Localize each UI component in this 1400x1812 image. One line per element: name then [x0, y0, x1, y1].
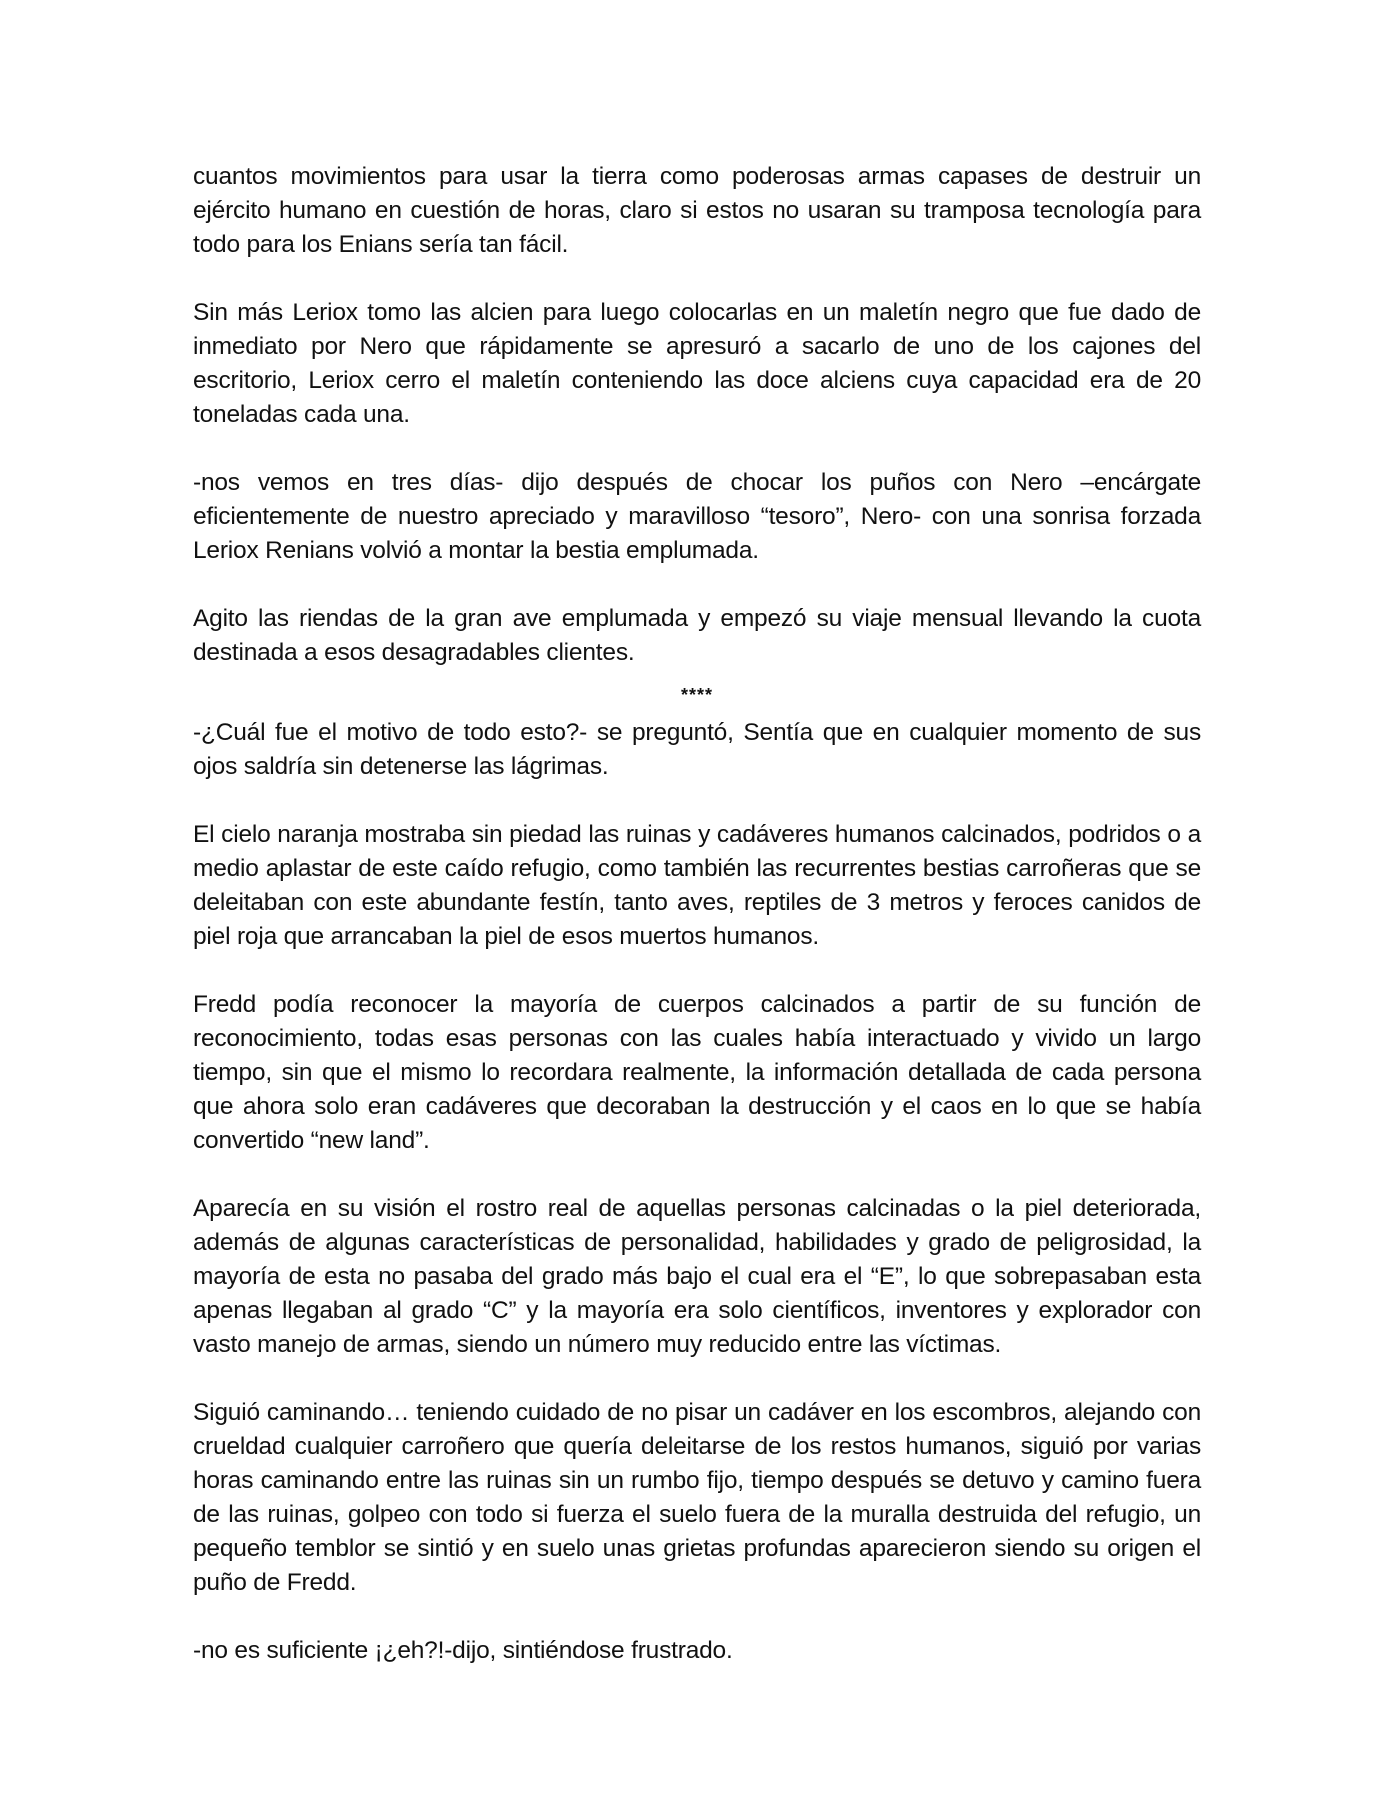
- paragraph-3: -nos vemos en tres días- dijo después de chocar los puños con Nero –encárgate eficientemente de nuestro apreciado y maravilloso “tesoro”, Nero- con una sonrisa forzada Leriox Renians volvió a montar la bestia emplumada.: [193, 469, 1201, 564]
- scene-break: ****: [680, 685, 714, 705]
- paragraph-9: Siguió caminando… teniendo cuidado de no pisar un cadáver en los escombros, alejando con crueldad cualquier carroñero que quería deleitarse de los restos humanos, siguió por varias horas caminando entre las ruinas sin un rumbo fijo, tiempo después se detuvo y camino fuera de las ruinas, golpeo con todo si fuerza el suelo fuera de la muralla destruida del refugio, un pequeño temblor se sintió y en suelo unas grietas profundas aparecieron siendo su origen el puño de Fredd.: [193, 1399, 1201, 1596]
- paragraph-5: -¿Cuál fue el motivo de todo esto?- se preguntó, Sentía que en cualquier momento de sus ojos saldría sin detenerse las lágrimas.: [193, 719, 1201, 780]
- paragraph-7: Fredd podía reconocer la mayoría de cuerpos calcinados a partir de su función de reconocimiento, todas esas personas con las cuales había interactuado y vivido un largo tiempo, sin que el mismo lo recordara realmente, la información detallada de cada persona que ahora solo eran cadáveres que decoraban la destrucción y el caos en lo que se había convertido “new land”.: [193, 991, 1201, 1154]
- paragraph-10: -no es suficiente ¡¿eh?!-dijo, sintiéndose frustrado.: [193, 1637, 733, 1664]
- paragraph-2: Sin más Leriox tomo las alcien para luego colocarlas en un maletín negro que fue dado de inmediato por Nero que rápidamente se apresuró a sacarlo de uno de los cajones del escritorio, Leriox cerro el maletín conteniendo las doce alciens cuya capacidad era de 20 toneladas cada una.: [193, 299, 1201, 428]
- paragraph-6: El cielo naranja mostraba sin piedad las ruinas y cadáveres humanos calcinados, podridos o a medio aplastar de este caído refugio, como también las recurrentes bestias carroñeras que se deleitaban con este abundante festín, tanto aves, reptiles de 3 metros y feroces canidos de piel roja que arrancaban la piel de esos muertos humanos.: [193, 821, 1201, 950]
- text-body: [193, 160, 1201, 1702]
- paragraph-8: Aparecía en su visión el rostro real de aquellas personas calcinadas o la piel deteriorada, además de algunas características de personalidad, habilidades y grado de peligrosidad, la mayoría de esta no pasaba del grado más bajo el cual era el “E”, lo que sobrepasaban esta apenas llegaban al grado “C” y la mayoría era solo científicos, inventores y explorador con vasto manejo de armas, siendo un número muy reducido entre las víctimas.: [193, 1195, 1201, 1358]
- paragraph-1: cuantos movimientos para usar la tierra como poderosas armas capases de destruir un ejército humano en cuestión de horas, claro si estos no usaran su tramposa tecnología para todo para los Enians sería tan fácil.: [193, 163, 1201, 258]
- paragraph-4: Agito las riendas de la gran ave emplumada y empezó su viaje mensual llevando la cuota destinada a esos desagradables clientes.: [193, 605, 1201, 666]
